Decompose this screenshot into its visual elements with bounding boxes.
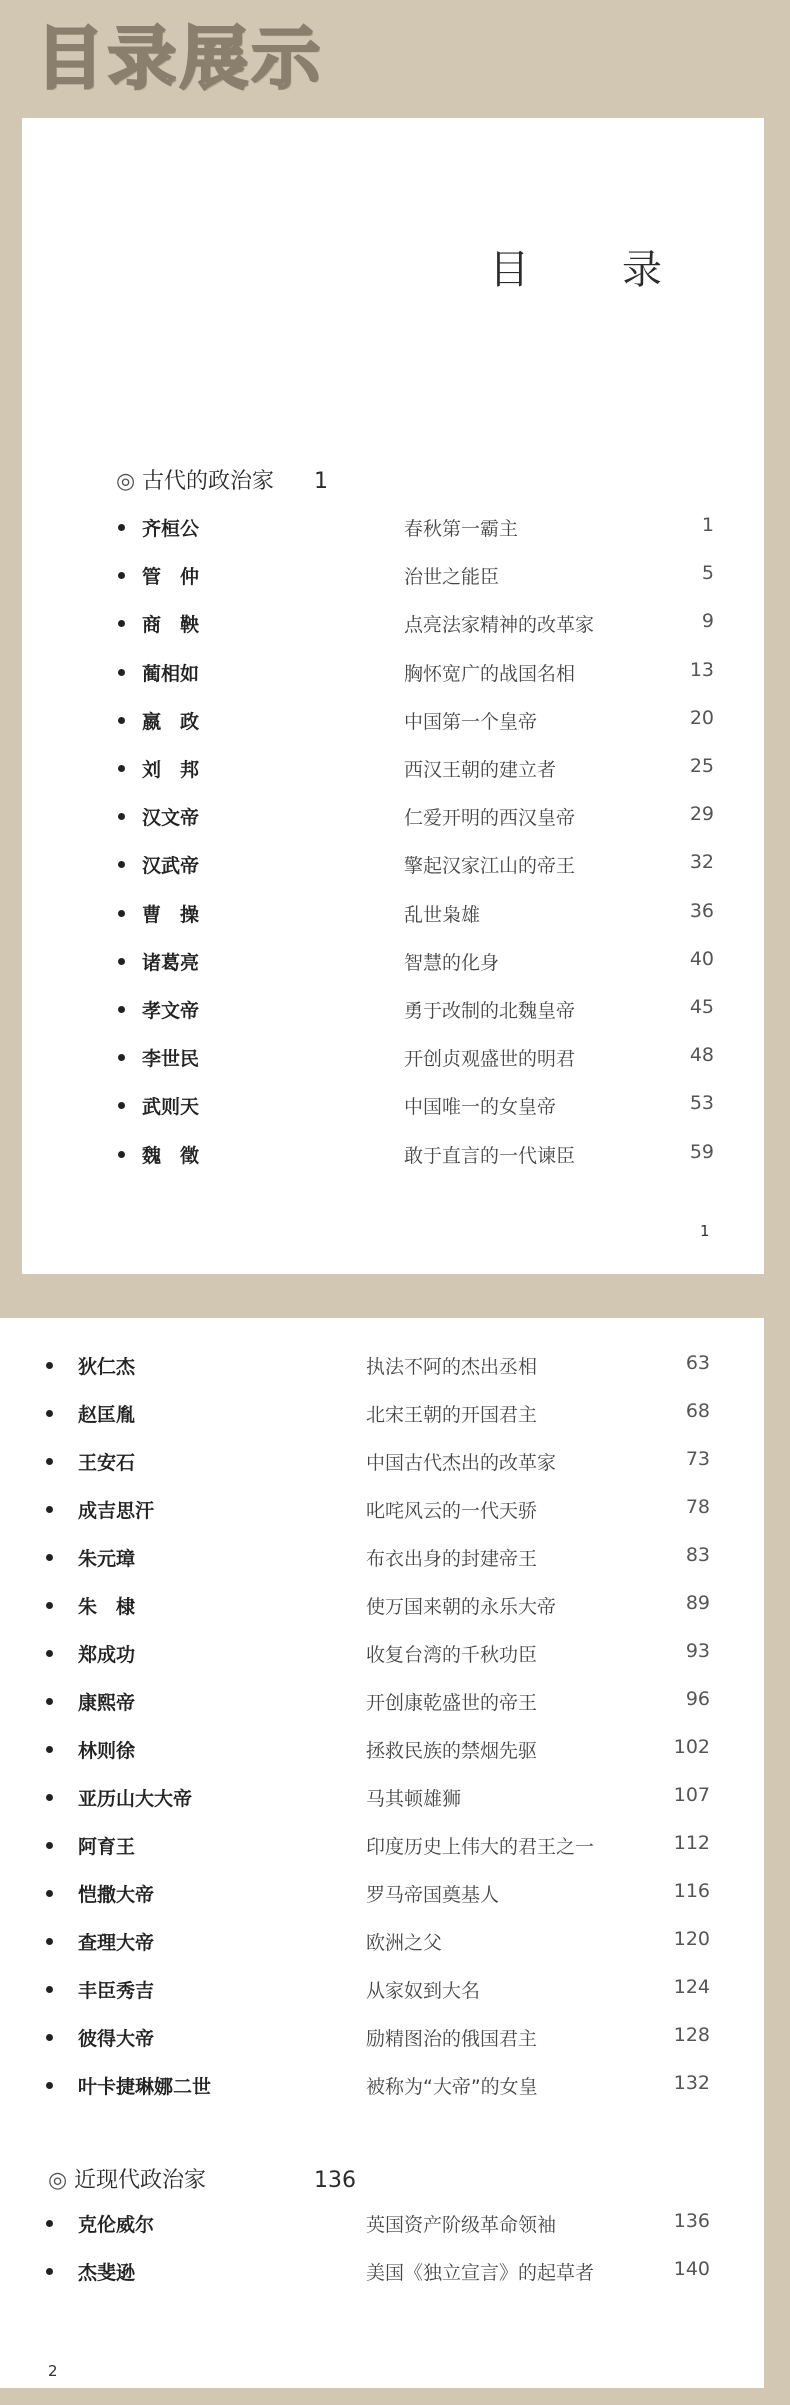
toc-page-1 — [22, 118, 764, 1274]
entry-page-number: 112 — [673, 1832, 710, 1854]
entry-page-number: 59 — [689, 1140, 714, 1163]
bullet-icon — [46, 2220, 53, 2227]
bullet-icon — [46, 1986, 53, 1993]
entry-page-number: 132 — [673, 2072, 710, 2094]
circle-mark-icon: ◎ — [48, 2168, 68, 2193]
entry-name: 成吉思汗 — [78, 1500, 155, 1522]
entry-description: 擎起汉家江山的帝王 — [404, 855, 576, 878]
page-number: 2 — [48, 2362, 58, 2380]
entry-name: 诸葛亮 — [142, 951, 200, 974]
entry-name: 李世民 — [142, 1048, 200, 1071]
entry-description: 马其顿雄狮 — [366, 1788, 462, 1810]
entry-page-number: 20 — [689, 706, 714, 729]
bullet-icon — [46, 1554, 53, 1561]
entry-description: 开创康乾盛世的帝王 — [366, 1692, 538, 1714]
entry-name: 孝文帝 — [142, 1000, 200, 1022]
bullet-icon — [46, 1698, 53, 1705]
section-heading — [116, 464, 328, 495]
entry-name: 嬴 政 — [142, 710, 200, 733]
entry-name: 狄仁杰 — [78, 1356, 136, 1378]
entry-description: 拯救民族的禁烟先驱 — [366, 1740, 538, 1762]
bullet-icon — [118, 572, 125, 579]
entry-name: 丰臣秀吉 — [78, 1980, 155, 2002]
entry-description: 乱世枭雄 — [404, 903, 481, 926]
toc-entry — [118, 900, 714, 940]
entry-name: 商 鞅 — [142, 614, 200, 637]
entry-description: 开创贞观盛世的明君 — [404, 1048, 576, 1071]
bullet-icon — [46, 2034, 53, 2041]
entry-description: 欧洲之父 — [366, 1932, 443, 1954]
entry-name: 恺撒大帝 — [78, 1884, 155, 1906]
entry-description: 勇于改制的北魏皇帝 — [404, 1000, 576, 1022]
entry-description: 执法不阿的杰出丞相 — [366, 1356, 538, 1378]
entry-page-number: 83 — [685, 1544, 710, 1566]
entry-page-number: 53 — [689, 1092, 714, 1115]
entry-page-number: 96 — [685, 1688, 710, 1710]
bullet-icon — [118, 669, 125, 676]
entry-description: 被称为“大帝”的女皇 — [366, 2076, 538, 2098]
entry-page-number: 1 — [701, 514, 714, 536]
entry-page-number: 25 — [689, 755, 714, 777]
section-label: 古代的政治家 — [142, 469, 275, 494]
entry-name: 汉文帝 — [142, 807, 200, 830]
entry-page-number: 36 — [689, 899, 714, 922]
entry-description: 印度历史上伟大的君王之一 — [366, 1836, 595, 1858]
entry-page-number: 45 — [689, 996, 714, 1018]
bullet-icon — [118, 765, 125, 772]
entry-page-number: 120 — [673, 1928, 710, 1950]
entry-name: 郑成功 — [78, 1644, 136, 1666]
entry-page-number: 78 — [685, 1496, 710, 1518]
entry-description: 北宋王朝的开国君主 — [366, 1404, 538, 1426]
bullet-icon — [46, 1938, 53, 1945]
entry-name: 王安石 — [78, 1452, 136, 1474]
toc-entry — [46, 1496, 710, 1536]
entry-name: 武则天 — [142, 1096, 200, 1119]
toc-entry — [46, 1784, 710, 1824]
entry-page-number: 63 — [685, 1352, 710, 1374]
entry-description: 春秋第一霸主 — [404, 518, 519, 540]
toc-entry — [46, 2210, 710, 2250]
toc-entry — [118, 948, 714, 988]
toc-entry — [118, 755, 714, 795]
entry-description: 仁爱开明的西汉皇帝 — [404, 807, 576, 830]
toc-entry — [46, 2258, 710, 2298]
bullet-icon — [46, 2268, 53, 2275]
bullet-icon — [46, 1458, 53, 1465]
entry-description: 从家奴到大名 — [366, 1980, 481, 2002]
entry-page-number: 107 — [673, 1784, 710, 1806]
entry-page-number: 89 — [685, 1592, 710, 1614]
entry-description: 治世之能臣 — [404, 566, 500, 589]
bullet-icon — [118, 1151, 125, 1158]
entry-name: 康熙帝 — [78, 1692, 136, 1714]
toc-entry — [46, 1400, 710, 1440]
bullet-icon — [46, 1794, 53, 1801]
entry-description: 中国古代杰出的改革家 — [366, 1452, 557, 1474]
section-page: 1 — [314, 469, 329, 494]
bullet-icon — [118, 1102, 125, 1109]
toc-entry — [118, 659, 714, 699]
entry-name: 彼得大帝 — [78, 2028, 155, 2050]
entry-description: 英国资产阶级革命领袖 — [366, 2214, 557, 2236]
toc-entry — [46, 1592, 710, 1632]
entry-page-number: 116 — [673, 1880, 710, 1902]
entry-name: 朱元璋 — [78, 1548, 136, 1570]
entry-description: 美国《独立宣言》的起草者 — [366, 2262, 595, 2284]
toc-entry — [46, 1352, 710, 1392]
entry-name: 朱 棣 — [78, 1596, 136, 1618]
bullet-icon — [118, 910, 125, 917]
entry-page-number: 40 — [689, 947, 714, 970]
page-number: 1 — [700, 1222, 710, 1240]
entry-page-number: 124 — [673, 1976, 710, 1998]
entry-page-number: 102 — [673, 1736, 710, 1758]
bullet-icon — [46, 1746, 53, 1753]
section-page: 136 — [314, 2168, 357, 2193]
entry-name: 查理大帝 — [78, 1932, 155, 1954]
toc-entry — [46, 1928, 710, 1968]
entry-page-number: 68 — [685, 1400, 710, 1422]
entry-name: 赵匡胤 — [78, 1404, 136, 1426]
entry-page-number: 13 — [689, 658, 714, 681]
bullet-icon — [118, 813, 125, 820]
bullet-icon — [118, 1006, 125, 1013]
entry-description: 罗马帝国奠基人 — [366, 1884, 500, 1906]
toc-entry — [46, 2072, 710, 2112]
entry-page-number: 128 — [673, 2024, 710, 2046]
bullet-icon — [46, 1650, 53, 1657]
entry-description: 敢于直言的一代谏臣 — [404, 1144, 576, 1167]
entry-page-number: 73 — [685, 1448, 710, 1470]
entry-page-number: 5 — [701, 562, 714, 585]
entry-name: 刘 邦 — [142, 759, 200, 781]
entry-description: 布衣出身的封建帝王 — [366, 1548, 538, 1570]
entry-name: 曹 操 — [142, 903, 200, 926]
toc-entry — [46, 1976, 710, 2016]
toc-entry — [118, 514, 714, 554]
bullet-icon — [46, 1506, 53, 1513]
entry-name: 杰斐逊 — [78, 2262, 136, 2284]
toc-entry — [46, 2024, 710, 2064]
bullet-icon — [118, 958, 125, 965]
entry-name: 管 仲 — [142, 566, 200, 589]
entry-page-number: 136 — [673, 2210, 710, 2232]
toc-entry — [118, 851, 714, 891]
entry-name: 魏 徵 — [142, 1144, 200, 1167]
entry-description: 中国第一个皇帝 — [404, 710, 538, 733]
bullet-icon — [46, 1410, 53, 1417]
bullet-icon — [118, 861, 125, 868]
entry-name: 蔺相如 — [142, 662, 200, 685]
entry-description: 点亮法家精神的改革家 — [404, 614, 595, 637]
entry-name: 叶卡捷琳娜二世 — [78, 2076, 212, 2098]
toc-entry — [118, 1141, 714, 1181]
bullet-icon — [46, 1362, 53, 1369]
toc-entry — [118, 707, 714, 747]
entry-page-number: 29 — [689, 803, 714, 826]
toc-entry — [46, 1688, 710, 1728]
entry-description: 胸怀宽广的战国名相 — [404, 662, 576, 685]
entry-description: 叱咤风云的一代天骄 — [366, 1500, 538, 1522]
entry-name: 汉武帝 — [142, 855, 200, 878]
bullet-icon — [46, 1890, 53, 1897]
page-title: 目 录 — [489, 247, 702, 293]
entry-page-number: 93 — [685, 1640, 710, 1662]
entry-description: 西汉王朝的建立者 — [404, 759, 557, 781]
entry-name: 林则徐 — [78, 1740, 136, 1762]
toc-entry — [46, 1880, 710, 1920]
bullet-icon — [46, 1842, 53, 1849]
entry-name: 阿育王 — [78, 1836, 136, 1858]
banner-title: 目录展示 — [36, 20, 325, 99]
toc-entry — [118, 803, 714, 843]
entry-description: 使万国来朝的永乐大帝 — [366, 1596, 557, 1618]
entry-name: 齐桓公 — [142, 518, 200, 540]
entry-page-number: 32 — [689, 851, 714, 874]
entry-page-number: 140 — [673, 2258, 710, 2280]
bullet-icon — [118, 1054, 125, 1061]
section-label: 近现代政治家 — [74, 2168, 207, 2193]
entry-description: 智慧的化身 — [404, 951, 500, 974]
toc-entry — [46, 1832, 710, 1872]
toc-entry — [46, 1640, 710, 1680]
bullet-icon — [118, 717, 125, 724]
circle-mark-icon: ◎ — [116, 469, 136, 494]
entry-page-number: 9 — [701, 610, 714, 633]
toc-entry — [118, 562, 714, 602]
toc-entry — [118, 1044, 714, 1084]
entry-name: 克伦威尔 — [78, 2214, 155, 2236]
toc-entry — [46, 1448, 710, 1488]
bullet-icon — [118, 620, 125, 627]
bullet-icon — [46, 2082, 53, 2089]
toc-entry — [118, 996, 714, 1036]
toc-entry — [46, 1544, 710, 1584]
toc-page-2 — [0, 1318, 764, 2388]
entry-description: 收复台湾的千秋功臣 — [366, 1644, 538, 1666]
toc-entry — [46, 1736, 710, 1776]
section-heading — [48, 2163, 356, 2194]
entry-description: 中国唯一的女皇帝 — [404, 1096, 557, 1119]
entry-page-number: 48 — [689, 1044, 714, 1067]
entry-description: 励精图治的俄国君主 — [366, 2028, 538, 2050]
bullet-icon — [46, 1602, 53, 1609]
toc-entry — [118, 1092, 714, 1132]
bullet-icon — [118, 524, 125, 531]
toc-entry — [118, 610, 714, 650]
entry-name: 亚历山大大帝 — [78, 1788, 193, 1810]
